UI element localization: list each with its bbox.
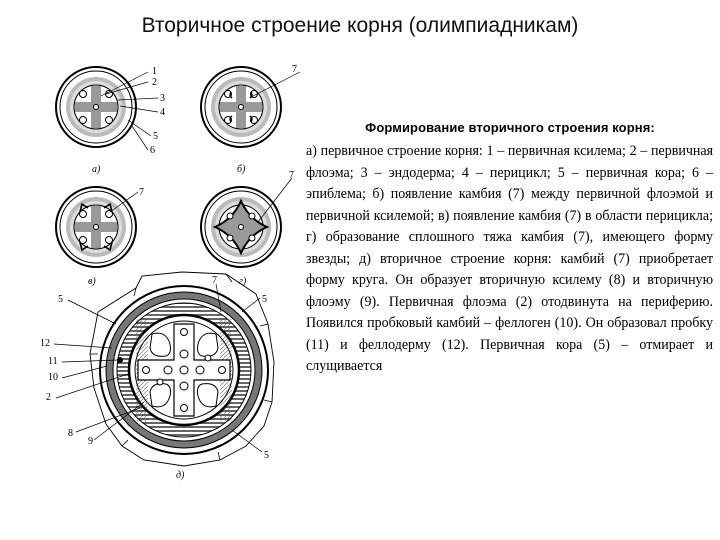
description-block xyxy=(306,120,714,378)
callout-g-7: 7 xyxy=(289,170,294,181)
callout-d-11: 11 xyxy=(48,356,58,367)
callout-a-6: 6 xyxy=(150,145,155,156)
callout-a-3: 3 xyxy=(160,93,165,104)
diagram-b xyxy=(201,67,300,147)
callout-a-4: 4 xyxy=(160,107,165,118)
caption-g: г) xyxy=(239,276,247,287)
callout-d-7: 7 xyxy=(212,275,217,286)
callout-v-7: 7 xyxy=(139,187,144,198)
diagram-d xyxy=(54,272,274,466)
callout-b-7: 7 xyxy=(292,64,297,75)
callout-d-5-left: 5 xyxy=(58,294,63,305)
caption-d: д) xyxy=(176,470,185,481)
callout-a-5: 5 xyxy=(153,131,158,142)
callout-d-10: 10 xyxy=(48,372,58,383)
diagram-a xyxy=(56,67,158,150)
slide-title: Вторичное строение корня (олимпиадникам) xyxy=(141,14,579,37)
caption-b: б) xyxy=(237,164,246,175)
callout-d-12: 12 xyxy=(40,338,50,349)
callout-d-2: 2 xyxy=(46,392,51,403)
diagram-v xyxy=(56,187,138,267)
callout-a-1: 1 xyxy=(152,66,157,77)
root-structure-figure xyxy=(36,62,301,482)
callout-d-5-right: 5 xyxy=(262,294,267,305)
description-heading: Формирование вторичного строения корня: xyxy=(365,120,655,135)
callout-d-5-bottom: 5 xyxy=(264,450,269,461)
callout-a-2: 2 xyxy=(152,77,157,88)
caption-a: а) xyxy=(92,164,101,175)
diagram-g xyxy=(201,178,292,267)
callout-d-8: 8 xyxy=(68,428,73,439)
root-diagrams xyxy=(36,62,301,482)
callout-d-9: 9 xyxy=(88,436,93,447)
caption-v: в) xyxy=(88,276,96,287)
description-paragraph: а) первичное строение корня: 1 – первичная ксилема; 2 – первичная флоэма; 3 – эндодерма; 4 – перицикл; 5 – первичная кора; 6 – эпиблема; б) появление камбия (7) между первичной флоэмой и первичной ксилемой; в) появление камбия (7) в области перицикла; г) образование сплошного тяжа камбия (7), имеющего форму звезды; д) вторичное строение корня: камбий (7) приобретает форму круга. Он образует вторичную ксилему (8) и вторичную флоэму (9). Первичная флоэма (2) отодвинута на периферию. Появился пробковый камбий – феллоген (10). Он образовал пробку (11) и феллодерму (12). Первичная кора (5) – отмирает и слущивается xyxy=(306,143,714,374)
